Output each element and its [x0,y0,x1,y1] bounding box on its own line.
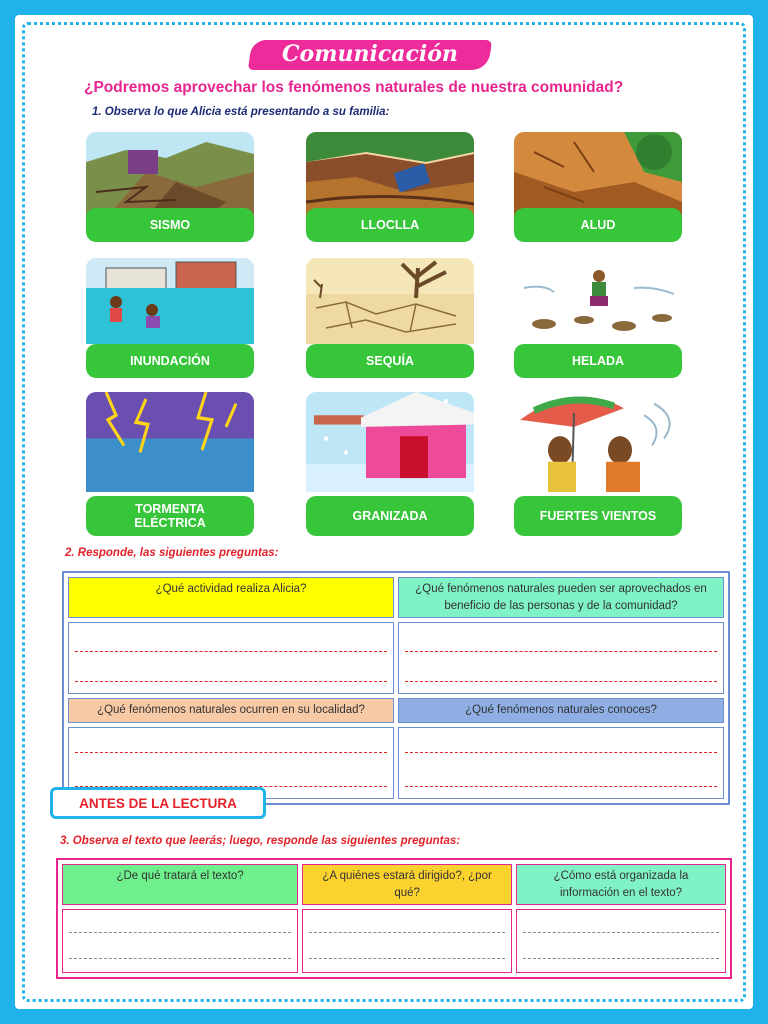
step-3-instruction: 3. Observa el texto que leerás; luego, responde las siguientes preguntas: [60,835,461,847]
card-label: ALUD [514,208,682,242]
card-lloclla [306,132,474,242]
avalanche-illustration [514,132,682,218]
card-tormenta-electrica [86,392,254,536]
card-label: GRANIZADA [306,496,474,536]
card-label: SISMO [86,208,254,242]
card-label: FUERTES VIENTOS [514,496,682,536]
strong-winds-illustration [514,392,682,492]
questions-table-2 [62,571,730,805]
title-banner [250,36,490,74]
lightning-storm-illustration [86,392,254,492]
questions-table-3 [56,858,732,979]
answer-field[interactable] [398,622,724,694]
question-header: ¿Qué fenómenos naturales conoces? [398,698,724,723]
card-label: SEQUÍA [306,344,474,378]
flood-illustration [86,258,254,344]
question-header: ¿Qué fenómenos naturales pueden ser aprovechados en beneficio de las personas y de la comunidad? [398,577,724,618]
mudslide-illustration [306,132,474,218]
card-alud [514,132,682,242]
question-header: ¿Qué fenómenos naturales ocurren en su localidad? [68,698,394,723]
card-label: HELADA [514,344,682,378]
question-header: ¿Qué actividad realiza Alicia? [68,577,394,618]
answer-field[interactable] [302,909,512,973]
antes-de-la-lectura-label: ANTES DE LA LECTURA [50,787,266,819]
card-inundacion [86,258,254,378]
main-question: ¿Podremos aprovechar los fenómenos naturales de nuestra comunidad? [84,79,624,96]
card-helada [514,258,682,378]
earthquake-illustration [86,132,254,218]
page-title: Comunicación [282,41,458,67]
card-granizada [306,392,474,536]
card-label: LLOCLLA [306,208,474,242]
answer-field[interactable] [62,909,298,973]
card-fuertes-vientos [514,392,682,536]
frost-illustration [514,258,682,344]
answer-field[interactable] [398,727,724,799]
card-label: INUNDACIÓN [86,344,254,378]
question-header: ¿A quiénes estará dirigido?, ¿por qué? [302,864,512,905]
drought-illustration [306,258,474,344]
card-sismo [86,132,254,242]
step-1-instruction: 1. Observa lo que Alicia está presentando a su familia: [92,106,390,118]
answer-field[interactable] [516,909,726,973]
card-label: TORMENTA ELÉCTRICA [86,496,254,536]
hailstorm-illustration [306,392,474,492]
question-header: ¿Cómo está organizada la información en el texto? [516,864,726,905]
card-sequia [306,258,474,378]
question-header: ¿De qué tratará el texto? [62,864,298,905]
answer-field[interactable] [68,622,394,694]
step-2-instruction: 2. Responde, las siguientes preguntas: [65,547,279,559]
